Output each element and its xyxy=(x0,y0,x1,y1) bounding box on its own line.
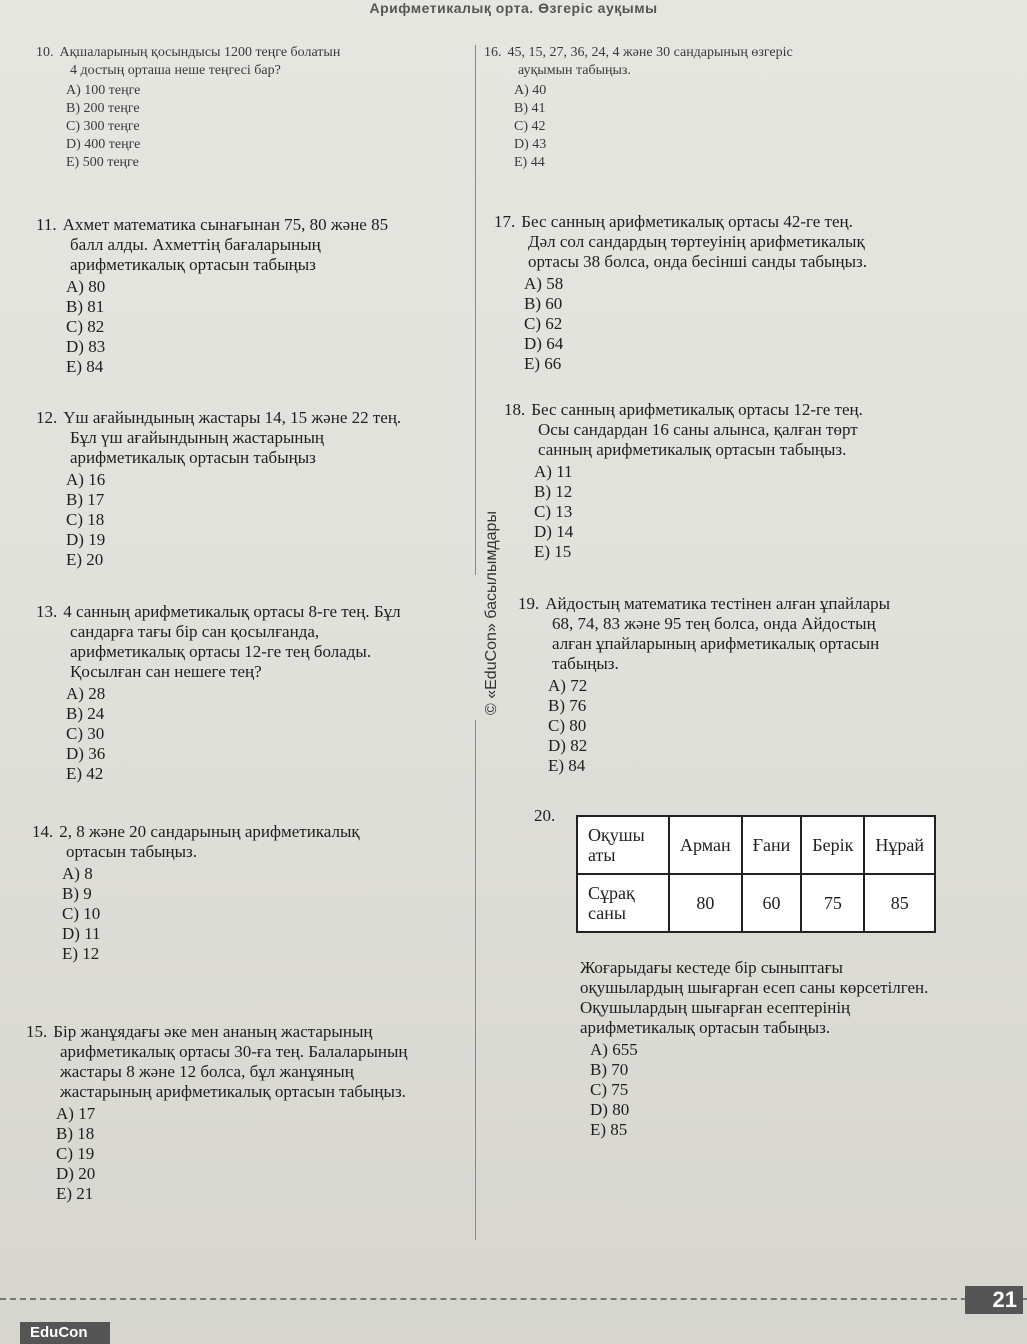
question-line: оқушылардың шығарған есеп саны көрсетілген. xyxy=(580,978,929,997)
answer-options xyxy=(590,1040,1020,1140)
question-line: Бес санның арифметикалық ортасы 42-ге тең. xyxy=(521,212,853,231)
question-line: Дәл сол сандардың төртеуінің арифметикалық xyxy=(528,232,865,251)
option-d[interactable]: D) 80 xyxy=(590,1100,630,1119)
question-line: ауқымын табыңыз. xyxy=(518,63,631,78)
table-cell: 80 xyxy=(669,874,742,932)
answer-options xyxy=(66,277,466,377)
option-b[interactable]: B) 41 xyxy=(514,101,546,116)
option-a[interactable]: A) 8 xyxy=(62,864,93,883)
option-b[interactable]: B) 200 теңге xyxy=(66,101,140,116)
option-a[interactable]: A) 655 xyxy=(590,1040,638,1059)
question-line: жастары 8 және 12 болса, бұл жанұяның xyxy=(60,1062,354,1081)
table-cell: Нұрай xyxy=(864,816,935,874)
question-line: арифметикалық ортасы 30-ға тең. Балаларының xyxy=(60,1042,408,1061)
question-number: 19. xyxy=(518,594,540,613)
option-e[interactable]: E) 20 xyxy=(66,550,104,569)
question-line: 68, 74, 83 және 95 тең болса, онда Айдостың xyxy=(552,614,876,633)
question-18 xyxy=(504,400,1004,562)
answer-options xyxy=(56,1104,476,1204)
question-line: табыңыз. xyxy=(552,654,619,673)
option-b[interactable]: B) 18 xyxy=(56,1124,95,1143)
question-line: балл алды. Ахметтің бағаларының xyxy=(70,235,321,254)
question-line: Оқушылардың шығарған есептерінің xyxy=(580,998,851,1017)
option-e[interactable]: E) 15 xyxy=(534,542,572,561)
question-line: ортасын табыңыз. xyxy=(66,842,198,861)
question-line: 4 достың орташа неше теңгесі бар? xyxy=(70,63,281,78)
question-line: Үш ағайындының жастары 14, 15 және 22 тең. xyxy=(63,408,402,427)
option-c[interactable]: C) 30 xyxy=(66,724,105,743)
answer-options xyxy=(514,82,984,172)
question-number: 17. xyxy=(494,212,516,231)
option-c[interactable]: C) 75 xyxy=(590,1080,629,1099)
answer-options xyxy=(548,676,1008,776)
option-c[interactable]: C) 82 xyxy=(66,317,105,336)
question-11 xyxy=(36,215,466,377)
question-12 xyxy=(36,408,466,570)
option-c[interactable]: C) 62 xyxy=(524,314,563,333)
option-c[interactable]: C) 300 теңге xyxy=(66,119,140,134)
page-number: 21 xyxy=(965,1286,1023,1314)
question-line: арифметикалық ортасын табыңыз xyxy=(70,448,316,467)
option-c[interactable]: C) 13 xyxy=(534,502,573,521)
question-line: Қосылған сан нешеге тең? xyxy=(70,662,262,681)
question-line: 45, 15, 27, 36, 24, 4 және 30 сандарының өзгеріс xyxy=(507,45,793,60)
table-row-header: Сұрақ саны xyxy=(577,874,669,932)
table-row xyxy=(577,874,935,932)
option-b[interactable]: B) 76 xyxy=(548,696,587,715)
answer-options xyxy=(66,470,466,570)
answer-options xyxy=(62,864,462,964)
option-b[interactable]: B) 17 xyxy=(66,490,105,509)
answer-options xyxy=(66,82,456,172)
publisher-watermark: © «EduCon» басылымдары xyxy=(483,511,500,715)
question-line: Ахмет математика сынағынан 75, 80 және 85 xyxy=(62,215,389,234)
question-line: Айдостың математика тестінен алған ұпайлары xyxy=(545,594,891,613)
table-cell: 75 xyxy=(801,874,864,932)
question-number: 11. xyxy=(36,215,57,234)
option-a[interactable]: A) 40 xyxy=(514,83,547,98)
option-c[interactable]: C) 80 xyxy=(548,716,587,735)
question-number: 14. xyxy=(32,822,54,841)
option-a[interactable]: A) 11 xyxy=(534,462,573,481)
option-a[interactable]: A) 16 xyxy=(66,470,106,489)
table-cell: Берік xyxy=(801,816,864,874)
page-header: Арифметикалық орта. Өзгеріс ауқымы xyxy=(369,0,658,16)
option-b[interactable]: B) 9 xyxy=(62,884,92,903)
column-divider-top xyxy=(475,45,476,575)
option-d[interactable]: D) 14 xyxy=(534,522,574,541)
option-e[interactable]: E) 21 xyxy=(56,1184,94,1203)
option-a[interactable]: A) 17 xyxy=(56,1104,96,1123)
question-line: арифметикалық ортасын табыңыз xyxy=(70,255,316,274)
answer-options xyxy=(524,274,994,374)
question-line: 4 санның арифметикалық ортасы 8-ге тең. Бұл xyxy=(63,602,401,621)
option-d[interactable]: D) 83 xyxy=(66,337,106,356)
student-scores-table xyxy=(576,815,936,933)
option-d[interactable]: D) 64 xyxy=(524,334,564,353)
answer-options xyxy=(534,462,1004,562)
option-e[interactable]: E) 85 xyxy=(590,1120,628,1139)
question-19 xyxy=(518,594,1008,776)
option-d[interactable]: D) 36 xyxy=(66,744,106,763)
option-c[interactable]: C) 19 xyxy=(56,1144,95,1163)
question-line: ортасы 38 болса, онда бесінші санды табыңыз. xyxy=(528,252,867,271)
question-line: Ақшаларының қосындысы 1200 теңге болатын xyxy=(59,45,341,60)
option-b[interactable]: B) 81 xyxy=(66,297,105,316)
question-10 xyxy=(36,44,456,172)
question-number: 18. xyxy=(504,400,526,419)
option-c[interactable]: C) 42 xyxy=(514,119,546,134)
option-d[interactable]: D) 11 xyxy=(62,924,101,943)
question-16 xyxy=(484,44,984,172)
option-d[interactable]: D) 43 xyxy=(514,137,547,152)
question-line: Бұл үш ағайындының жастарының xyxy=(70,428,325,447)
question-line: жастарының арифметикалық ортасын табыңыз. xyxy=(60,1082,406,1101)
option-e[interactable]: E) 44 xyxy=(514,155,545,170)
option-e[interactable]: E) 500 теңге xyxy=(66,155,139,170)
option-e[interactable]: E) 12 xyxy=(62,944,100,963)
option-d[interactable]: D) 400 теңге xyxy=(66,137,141,152)
question-line: санның арифметикалық ортасын табыңыз. xyxy=(538,440,847,459)
question-number: 13. xyxy=(36,602,58,621)
option-a[interactable]: A) 100 теңге xyxy=(66,83,141,98)
option-b[interactable]: B) 24 xyxy=(66,704,105,723)
question-line: Жоғарыдағы кестеде бір сыныптағы xyxy=(580,958,843,977)
question-line: арифметикалық ортасын табыңыз. xyxy=(580,1018,831,1037)
option-d[interactable]: D) 20 xyxy=(56,1164,96,1183)
question-number: 10. xyxy=(36,45,54,60)
question-17 xyxy=(494,212,994,374)
question-15 xyxy=(26,1022,476,1204)
option-a[interactable]: A) 80 xyxy=(66,277,106,296)
option-b[interactable]: B) 60 xyxy=(524,294,563,313)
option-b[interactable]: B) 12 xyxy=(534,482,573,501)
question-line: арифметикалық ортасы 12-ге тең болады. xyxy=(70,642,372,661)
footer-dashed-line xyxy=(0,1298,1027,1300)
question-line: Осы сандардан 16 саны алынса, қалған төрт xyxy=(538,420,858,439)
table-cell: Ғани xyxy=(742,816,802,874)
question-13 xyxy=(36,602,466,784)
option-e[interactable]: E) 84 xyxy=(548,756,586,775)
table-row-header: Оқушы аты xyxy=(577,816,669,874)
option-c[interactable]: C) 10 xyxy=(62,904,101,923)
option-b[interactable]: B) 70 xyxy=(590,1060,629,1079)
table-cell: 60 xyxy=(742,874,802,932)
question-number: 20. xyxy=(534,806,556,825)
option-d[interactable]: D) 82 xyxy=(548,736,588,755)
question-20 xyxy=(580,958,1020,1140)
option-e[interactable]: E) 42 xyxy=(66,764,104,783)
question-line: алған ұпайларының арифметикалық ортасын xyxy=(552,634,880,653)
table-row xyxy=(577,816,935,874)
question-14 xyxy=(32,822,462,964)
question-number: 15. xyxy=(26,1022,48,1041)
option-e[interactable]: E) 66 xyxy=(524,354,562,373)
answer-options xyxy=(66,684,466,784)
table-cell: 85 xyxy=(864,874,935,932)
option-a[interactable]: A) 58 xyxy=(524,274,564,293)
question-line: сандарға тағы бір сан қосылғанда, xyxy=(70,622,320,641)
question-line: Бес санның арифметикалық ортасы 12-ге тең. xyxy=(531,400,863,419)
option-c[interactable]: C) 18 xyxy=(66,510,105,529)
question-line: 2, 8 және 20 сандарының арифметикалық xyxy=(59,822,360,841)
option-d[interactable]: D) 19 xyxy=(66,530,106,549)
option-a[interactable]: A) 28 xyxy=(66,684,106,703)
educon-logo: EduCon xyxy=(20,1322,110,1344)
question-number: 12. xyxy=(36,408,58,427)
option-e[interactable]: E) 84 xyxy=(66,357,104,376)
option-a[interactable]: A) 72 xyxy=(548,676,588,695)
question-number: 16. xyxy=(484,45,502,60)
table-cell: Арман xyxy=(669,816,742,874)
question-line: Бір жанұядағы әке мен ананың жастарының xyxy=(53,1022,373,1041)
